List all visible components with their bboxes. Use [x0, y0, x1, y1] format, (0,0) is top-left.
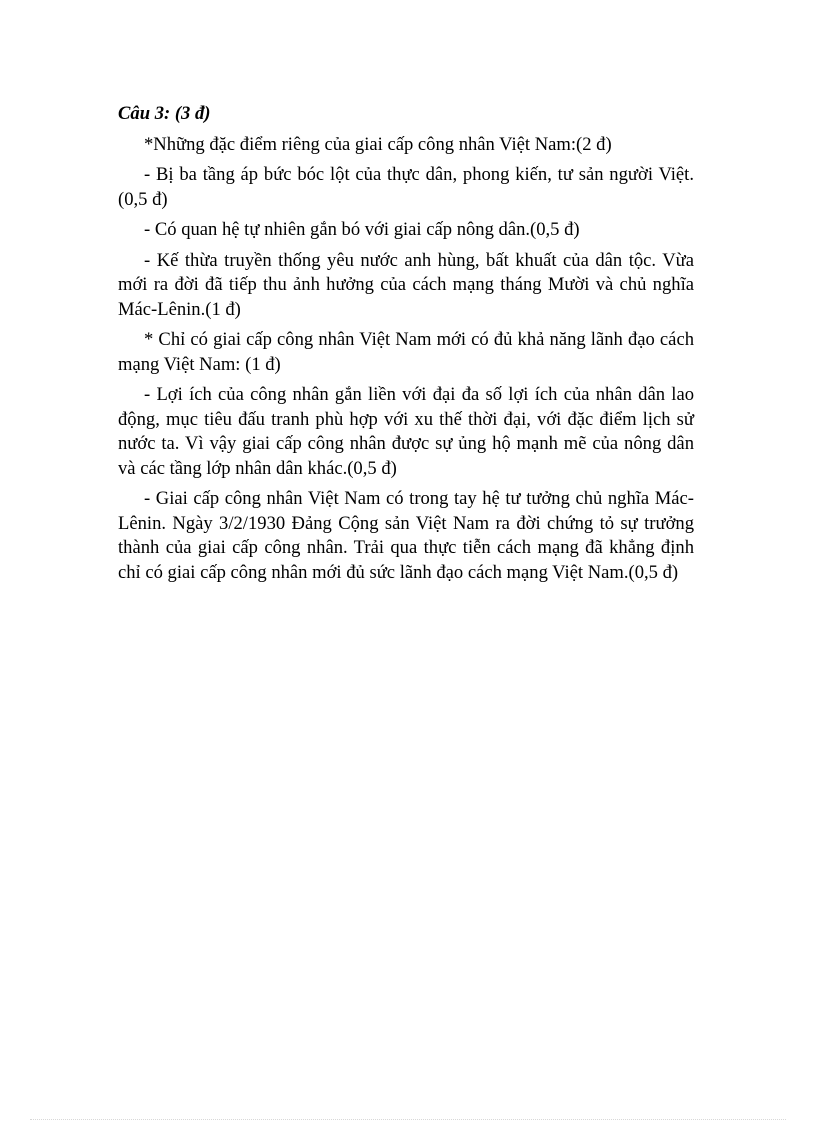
paragraph-peasant-relation: - Có quan hệ tự nhiên gắn bó với giai cấp nông dân.(0,5 đ)	[144, 219, 580, 240]
document-body	[118, 102, 694, 591]
paragraph-interests: - Lợi ích của công nhân gắn liền với đại đa số lợi ích của nhân dân lao động, mục tiêu đấu tranh phù hợp với xu thế thời đại, với đặc điểm lịch sử nước ta. Vì vậy giai cấp công nhân được sự ủng hộ mạnh mẽ của nông dân và các tầng lớp nhân dân khác.(0,5 đ)	[118, 384, 694, 479]
paragraph-leadership-intro: * Chỉ có giai cấp công nhân Việt Nam mới có đủ khả năng lãnh đạo cách mạng Việt Nam: (1 đ)	[118, 329, 694, 375]
paragraph-features-intro: *Những đặc điểm riêng của giai cấp công nhân Việt Nam:(2 đ)	[144, 133, 612, 155]
paragraph-exploitation: - Bị ba tầng áp bức bóc lột của thực dân, phong kiến, tư sản người Việt.(0,5 đ)	[118, 164, 694, 210]
paragraph-ideology: - Giai cấp công nhân Việt Nam có trong tay hệ tư tưởng chủ nghĩa Mác-Lênin. Ngày 3/2/1930 Đảng Cộng sản Việt Nam ra đời chứng tỏ sự trưởng thành của giai cấp công nhân. Trải qua thực tiễn cách mạng đã khẳng định chỉ có giai cấp công nhân mới đủ sức lãnh đạo cách mạng Việt Nam.(0,5 đ)	[118, 488, 694, 583]
paragraph-tradition: - Kế thừa truyền thống yêu nước anh hùng, bất khuất của dân tộc. Vừa mới ra đời đã tiếp thu ảnh hưởng của cách mạng tháng Mười và chủ nghĩa Mác-Lênin.(1 đ)	[118, 249, 694, 320]
page-bottom-divider	[30, 1119, 786, 1120]
question-heading: Câu 3: (3 đ)	[118, 103, 211, 124]
